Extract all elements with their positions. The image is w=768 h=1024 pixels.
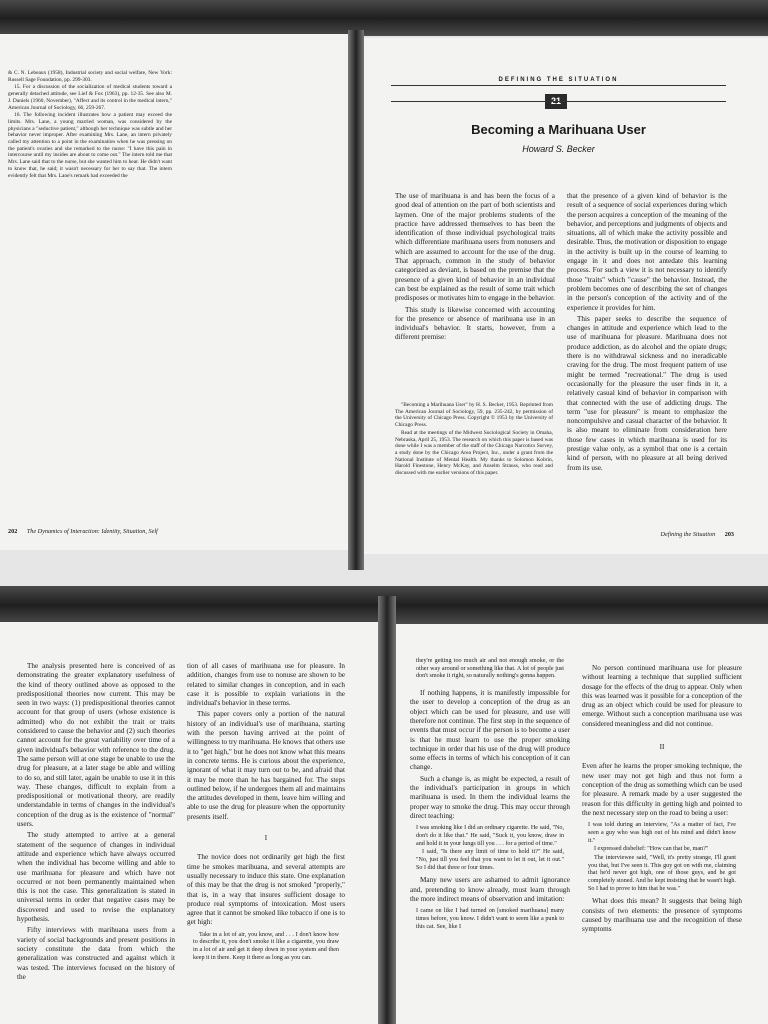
chapter-number: 21 <box>550 96 561 106</box>
paragraph: No person continued marihuana use for pleasure without learning a technique that supplied sufficient dosage for the effects of the drug to appear. Only when this was learned was it possible for a conception of the drug as an object which could be used for pleasure to emerge. Without such a conception marihuana use was considered meaningless and did not continue. <box>582 664 742 728</box>
quote-text: Take in a lot of air, you know, and . . . I don't know how to describe it, you don't smoke it like a cigarette, you draw in a lot of air and get it deep down in your system and then keep it in there. Keep it there as long as you can. <box>193 931 339 961</box>
article-column-2 <box>567 192 727 475</box>
article-column-2 <box>187 662 345 967</box>
article-title: Becoming a Marihuana User <box>471 122 646 137</box>
quote-text: I came on like I had turned on [smoked marihuana] many times before, you know. I didn't want to seem like a punk to this cat. See, like I <box>416 908 564 930</box>
page-footer <box>564 531 734 538</box>
article-column-1 <box>17 662 175 984</box>
article-column-2 <box>582 664 742 937</box>
top-scan-edge <box>0 0 768 36</box>
interview-quote <box>416 658 564 681</box>
interview-quote <box>588 822 736 893</box>
running-title: Defining the Situation <box>660 531 716 538</box>
top-gutter <box>348 30 364 570</box>
section-header: DEFINING THE SITUATION <box>498 77 619 83</box>
paragraph: The study attempted to arrive at a general statement of the sequence of changes in individual attitude and experience which have always occurred when the individual has become willing and able to use marihuana for pleasure and which have not occurred or not been permanently maintained when this is not the case. This generalization is stated in universal terms in order that negative cases may be discovered and used to revise the explanatory hypothesis. <box>17 831 175 924</box>
page-202 <box>0 34 356 550</box>
quote-text: I was told during an interview, "As a matter of fact, I've seen a guy who was high out of his mind and didn't know it." <box>588 822 736 844</box>
paragraph: Even after he learns the proper smoking technique, the new user may not get high and thus not form a conception of the drug as something which can be used for pleasure. A remark made by a user suggested the reason for this difficulty in getting high and pointed to the next necessary step on the road to being a user: <box>582 762 742 817</box>
bottom-right-page <box>396 624 768 1024</box>
paragraph: This paper covers only a portion of the natural history of an individual's use of marihuana, starting with the person having arrived at the point of willingness to try marihuana. He knows that others use it to "get high," but he does not know what this means in concrete terms. He is curious about the experience, ignorant of what it may turn out to be, and afraid that it may be more than he has bargained for. The steps outlined below, if he undergoes them all and maintains the attitudes developed in them, leave him willing and able to use the drug for pleasure when the opportunity presents itself. <box>187 710 345 821</box>
header-rule <box>391 85 726 86</box>
quote-text: I expressed disbelief: "How can that be, man?" <box>594 846 709 853</box>
quote-text: The interviewee said, "Well, it's pretty strange, I'll grant you that, but I've seen it. This guy got on with me, claiming that he'd never got high, one of those guys, and he got completely stoned. And he kept insisting that he wasn't high. So I had to prove to him that he was." <box>588 854 736 892</box>
source-note <box>395 402 553 478</box>
bottom-gutter <box>378 596 396 1024</box>
paragraph: that the presence of a given kind of behavior is the result of a sequence of social experiences during which the person acquires a conception of the meaning of the behavior, and perceptions and judgments of objects and situations, all of which make the activity possible and desirable. Thus, the motivation or disposition to engage in the activity is built up in the course of learning to engage in it and does not antedate this learning process. For such a view it is not necessary to identify those "traits" which "cause" the behavior. Instead, the problem becomes one of describing the set of changes in the person's conception of the activity and of the experience it provides for him. <box>567 192 727 312</box>
page-203 <box>364 38 768 554</box>
running-title: The Dynamics of Interaction: Identity, Situation, Self <box>26 528 158 535</box>
paragraph: This paper seeks to describe the sequence of changes in attitude and experience which lead to the use of marihuana for pleasure. Marihuana does not produce addiction, as do alcohol and the opiate drugs; there is no withdrawal sickness and no ineradicable craving for the drug. The most frequent pattern of use might be termed "recreational." The drug is used occasionally for the pleasure the user finds in it, a relatively casual kind of behavior in comparison with that connected with the use of addicting drugs. The term "use for pleasure" is meant to emphasize the noncompulsive and casual character of the behavior. It is also meant to eliminate from consideration here those few cases in which marihuana is used for its prestige value only, as a symbol that one is a certain kind of person, with no pleasure at all being derived from its use. <box>567 314 727 472</box>
paragraph: tion of all cases of marihuana use for pleasure. In addition, changes from use to nonuse are shown to be related to similar changes in conception, and in each case it is possible to explain variations in the individual's behavior in these terms. <box>187 662 345 708</box>
section-numeral: II <box>659 743 665 752</box>
paragraph: The novice does not ordinarily get high the first time he smokes marihuana, and several attempts are usually necessary to induce this state. One explanation of this may be that the drug is not smoked "properly," that is, in a way that insures sufficient dosage to produce real symptoms of intoxication. Most users agree that it cannot be smoked like tobacco if one is to get high: <box>187 853 345 927</box>
source-note-paragraph: Read at the meetings of the Midwest Sociological Society in Omaha, Nebraska, April 25, 1953. The research on which this paper is based was done while I was a member of the staff of the Chicago Narcotics Survey, a study done by the Chicago Area Project, Inc., under a grant from the National Institute of Mental Health. My thanks to Solomon Kobrin, Harold Finestone, Henry McKay, and Anselm Strauss, who read and discussed with me earlier versions of this paper. <box>395 429 553 477</box>
article-column-1 <box>410 658 570 935</box>
quote-text: I was smoking like I did an ordinary cigarette. He said, "No, don't do it like that." He said, "Suck it, you know, draw in and hold it in your lungs till you . . . for a period of time." <box>416 825 564 847</box>
interview-quote <box>416 825 564 872</box>
paragraph: What does this mean? It suggests that being high consists of two elements: the presence of symptoms caused by marihuana use and the recognition of these symptoms <box>582 897 742 934</box>
paragraph: The analysis presented here is conceived of as demonstrating the greater explanatory usefulness of the kind of theory outlined above as opposed to the predispositional theories now current. This may be seen in two ways: (1) predispositional theories cannot account for that group of users (whose existence is admitted) who do not exhibit the trait or traits considered to cause the behavior and (2) such theories cannot account for the great variability over time of a given individual's behavior with reference to the drug. The same person will at one stage be unable to use the drug for pleasure, at a later stage be able and willing to do so, and still later, again be unable to use it in this way. These changes, difficult to explain from a predispositional or motivational theory, are readily understandable in terms of changes in the individual's conception of the drug as is the existence of "normal" users. <box>17 662 175 829</box>
footnotes-column <box>8 70 172 180</box>
paragraph: If nothing happens, it is manifestly impossible for the user to develop a conception of the drug as an object which can be used for pleasure, and use will therefore not continue. The first step in the sequence of events that must occur if the person is to become a user is that he must learn to use the proper smoking technique in order that his use of the drug will produce some effects in terms of which his conception of it can change. <box>410 689 570 772</box>
footnote: & C. N. Lebeaux (1958), Industrial society and social welfare, New York: Russell Sage Foundation, pp. 299-303. <box>8 70 172 83</box>
article-author: Howard S. Becker <box>522 144 595 154</box>
paragraph: Such a change is, as might be expected, a result of the individual's participation in groups in which marihuana is used. In them the individual learns the proper way to smoke the drug. This may occur through direct teaching: <box>410 774 570 820</box>
page-number: 203 <box>724 531 734 538</box>
footnote: 15. For a discussion of the socialization of medical students toward a generally detached attitude, see Lief & Fox (1963), pp. 12-35. See also M. J. Daniels (1960, November), "Affect and its control in the medical intern," American Journal of Sociology, 66, 259-267. <box>8 84 172 111</box>
bottom-left-page <box>0 622 380 1024</box>
paragraph: Many new users are ashamed to admit ignorance and, pretending to know already, must learn through the more indirect means of observation and imitation: <box>410 876 570 904</box>
page-number: 202 <box>8 528 18 535</box>
page-footer <box>8 528 338 535</box>
interview-quote <box>193 932 339 963</box>
paragraph: This study is likewise concerned with accounting for the presence or absence of marihuana use in an individual's behavior. It starts, however, from a different premise: <box>395 305 555 342</box>
paragraph: Fifty interviews with marihuana users from a variety of social backgrounds and present positions in society constitute the data from which the generalization was constructed and against which it was tested. The interviews focused on the history of the <box>17 926 175 981</box>
quote-text: I said, "Is there any limit of time to hold it?" He said, "No, just till you feel that you want to let it out, let it out." So I did that three or four times. <box>416 849 564 871</box>
quote-text: they're getting too much air and not enough smoke, or the other way around or something like that. A lot of people just don't smoke it right, so naturally nothing's gonna happen. <box>416 658 564 680</box>
paragraph: The use of marihuana is and has been the focus of a good deal of attention on the part of both scientists and laymen. One of the major problems students of the practice have addressed themselves to has been the identification of those individual psychological traits which differentiate marihuana users from nonusers and which are assumed to account for the use of the drug. That approach, common in the study of behavior categorized as deviant, is based on the premise that the presence of a given kind of behavior in an individual can best be explained as the result of some trait which predisposes or motivates him to engage in the behavior. <box>395 192 555 303</box>
interview-quote <box>416 908 564 931</box>
section-numeral: I <box>264 834 268 843</box>
footnote: 16. The following incident illustrates how a patient may exceed the limits. Mrs. Lane, a young married woman, was considered by the physicians a "seductive patient," although her technique was subtle and her behavior never improper. After examining Mrs. Lane, an intern privately called my attention to a point in the examination when he was pressing on the patient's ovaries and she remarked to the nurse: "I have this pain in intercourse until my insides are about to come out." The intern told me that Mrs. Lane said that to the nurse, but she wanted him to hear. He didn't want to know that, he said; it wasn't necessary for her to say that. The intern evidently felt that Mrs. Lane's remark had exceeded the <box>8 112 172 179</box>
header-rule-2 <box>391 101 726 102</box>
source-note-paragraph: "Becoming a Marihuana User" by H. S. Becker, 1953. Reprinted from The American Journal of Sociology, 59, pp. 235-242, by permission of the University of Chicago Press. Copyright © 1953 by the University of Chicago Press. <box>395 402 553 429</box>
article-column-1 <box>395 192 555 345</box>
